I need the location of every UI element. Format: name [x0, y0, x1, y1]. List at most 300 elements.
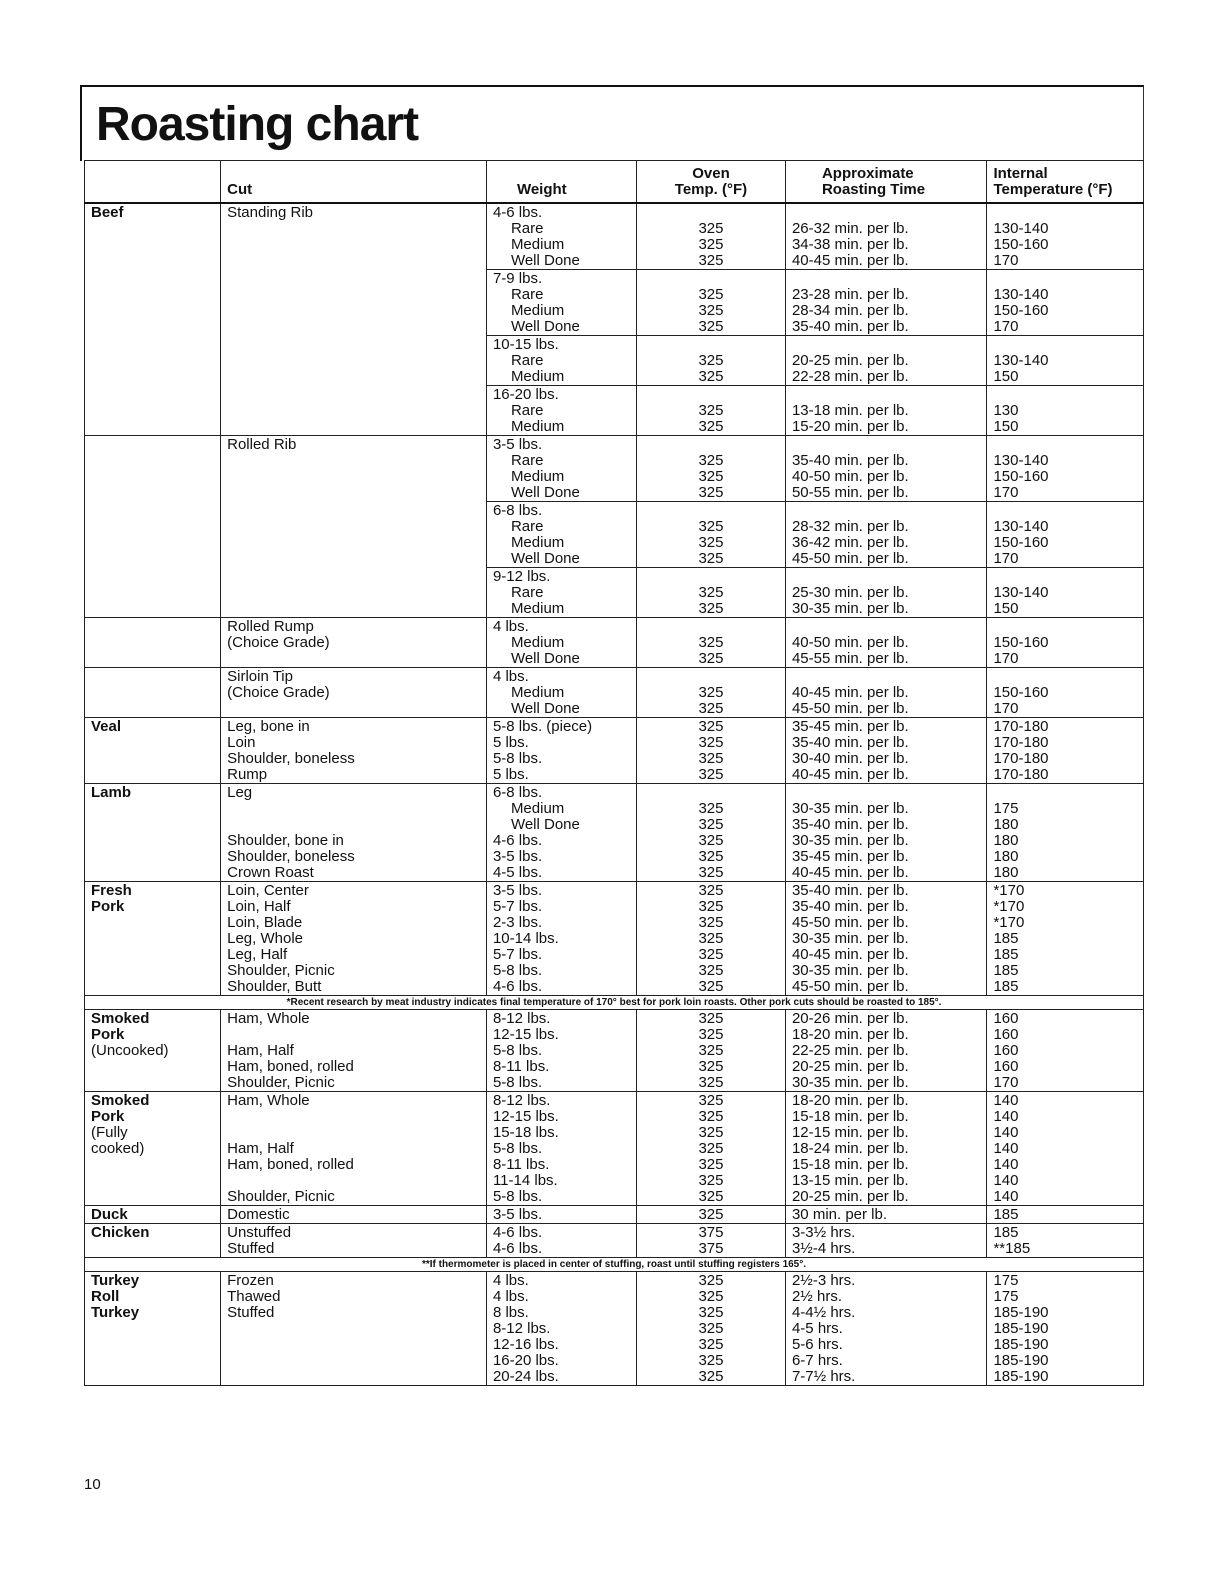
cut-cell — [221, 203, 487, 436]
cell-line: 26-32 min. per lb. — [791, 220, 909, 237]
roasting-time-cell — [785, 386, 987, 436]
cell-line: Ham, Half — [227, 1140, 294, 1157]
cell-line: 4-6 lbs. — [492, 204, 543, 221]
cell-line: 325 — [698, 318, 724, 335]
cut-cell — [221, 1010, 487, 1092]
cell-line: 30-35 min. per lb. — [791, 962, 909, 979]
table-row — [85, 718, 1144, 784]
cell-line: 5-8 lbs. (piece) — [492, 718, 593, 735]
weight-cell — [486, 668, 636, 718]
cell-line: 3-5 lbs. — [492, 1206, 543, 1223]
cell-line: 16-20 lbs. — [492, 386, 559, 403]
internal-temp-cell — [987, 203, 1144, 270]
cell-line: 140 — [993, 1124, 1019, 1141]
roasting-time-cell — [785, 336, 987, 386]
cell-line: 6-8 lbs. — [492, 784, 543, 801]
cell-line: Medium — [510, 236, 565, 253]
cell-line: 325 — [698, 1188, 724, 1205]
cell-line: 325 — [698, 946, 724, 963]
cell-line: 150-160 — [993, 684, 1049, 701]
internal-temp-cell — [987, 1092, 1144, 1206]
roasting-time-cell — [785, 1092, 987, 1206]
cell-line: 45-50 min. per lb. — [791, 700, 909, 717]
cell-line: 36-42 min. per lb. — [791, 534, 909, 551]
cell-line: 5-8 lbs. — [492, 1188, 543, 1205]
cell-line: 35-40 min. per lb. — [791, 898, 909, 915]
cell-line: Well Done — [510, 550, 580, 567]
cell-line: 180 — [993, 864, 1019, 881]
cell-line: 160 — [993, 1026, 1019, 1043]
cell-line: 20-24 lbs. — [492, 1368, 559, 1385]
cell-line: **185 — [993, 1240, 1031, 1257]
oven-temp-cell — [636, 568, 785, 618]
cell-line: 325 — [698, 898, 724, 915]
cell-line: 325 — [698, 584, 724, 601]
cell-line: 325 — [698, 848, 724, 865]
roasting-time-cell — [785, 1224, 987, 1258]
cell-line — [792, 205, 981, 221]
cell-line — [91, 437, 214, 453]
cell-line: 325 — [698, 1140, 724, 1157]
cell-line: 325 — [698, 1172, 724, 1189]
cell-line: 8-11 lbs. — [492, 1156, 550, 1173]
cell-line: Well Done — [510, 484, 580, 501]
cell-line: Medium — [510, 368, 565, 385]
cell-line: 150-160 — [993, 634, 1049, 651]
roasting-chart-table — [84, 160, 1144, 1386]
header-internal-temp-line: Temperature (°F) — [993, 181, 1113, 198]
cell-line: 325 — [698, 286, 724, 303]
cell-line: 150-160 — [993, 302, 1049, 319]
category-cell — [85, 1206, 221, 1224]
cell-line: Rare — [510, 286, 544, 303]
cell-line: Crown Roast — [227, 864, 314, 881]
cell-line: 3-3½ hrs. — [791, 1224, 856, 1241]
cell-line: 4-5 hrs. — [791, 1320, 843, 1337]
table-row — [85, 618, 1144, 668]
internal-temp-cell — [987, 568, 1144, 618]
cell-line: Shoulder, Butt — [227, 978, 322, 995]
cell-line: 2½ hrs. — [791, 1288, 842, 1305]
roasting-time-cell — [785, 618, 987, 668]
cell-line: 325 — [698, 368, 724, 385]
cell-line: 325 — [698, 634, 724, 651]
cell-line: 35-40 min. per lb. — [791, 734, 909, 751]
oven-temp-cell — [636, 1206, 785, 1224]
cell-line — [993, 503, 1137, 519]
cell-line: Shoulder, Picnic — [227, 962, 335, 979]
oven-temp-cell — [636, 502, 785, 568]
cell-line: 325 — [698, 600, 724, 617]
cell-line: Leg — [227, 784, 253, 801]
cell-line: 40-50 min. per lb. — [791, 468, 909, 485]
table-row — [85, 1010, 1144, 1092]
oven-temp-cell — [636, 1224, 785, 1258]
cell-line: 140 — [993, 1108, 1019, 1125]
oven-temp-cell — [636, 882, 785, 996]
cell-line: 160 — [993, 1058, 1019, 1075]
cell-line: Turkey — [91, 1272, 140, 1289]
cell-line: (Fully — [91, 1124, 128, 1141]
cell-line: 325 — [698, 882, 724, 899]
header-weight: Weight — [486, 161, 636, 204]
cell-line: Beef — [91, 204, 124, 221]
cell-line: 325 — [698, 518, 724, 535]
cell-line: Medium — [510, 534, 565, 551]
cell-line: 5-6 hrs. — [791, 1336, 843, 1353]
cell-line: 150-160 — [993, 468, 1049, 485]
cell-line: 8-12 lbs. — [492, 1010, 551, 1027]
cell-line: 375 — [698, 1240, 724, 1257]
cell-line: 150-160 — [993, 534, 1049, 551]
cell-line: 325 — [698, 1026, 724, 1043]
cell-line: 4 lbs. — [492, 668, 529, 685]
cell-line: 150 — [993, 600, 1019, 617]
cell-line: 185-190 — [993, 1352, 1049, 1369]
cell-line: Medium — [510, 684, 565, 701]
category-cell — [85, 668, 221, 718]
cell-line: 180 — [993, 832, 1019, 849]
cell-line: 7-7½ hrs. — [791, 1368, 856, 1385]
table-row — [85, 1206, 1144, 1224]
page-number: 10 — [84, 1476, 101, 1493]
cell-line: Well Done — [510, 318, 580, 335]
oven-temp-cell — [636, 203, 785, 270]
cell-line: 325 — [698, 468, 724, 485]
cell-line: 50-55 min. per lb. — [791, 484, 909, 501]
cell-line: 150 — [993, 418, 1019, 435]
cell-line: Rare — [510, 452, 544, 469]
cell-line: 30-35 min. per lb. — [791, 800, 909, 817]
cell-line: 160 — [993, 1042, 1019, 1059]
weight-cell — [486, 1092, 636, 1206]
cell-line — [643, 437, 779, 453]
cell-line: 2½-3 hrs. — [791, 1272, 856, 1289]
cell-line — [643, 271, 779, 287]
cell-line: 140 — [993, 1188, 1019, 1205]
cell-line: 325 — [698, 914, 724, 931]
cell-line: 325 — [698, 800, 724, 817]
cell-line: Loin — [227, 734, 256, 751]
cell-line: 325 — [698, 220, 724, 237]
cell-line: 170 — [993, 550, 1019, 567]
table-row — [85, 668, 1144, 718]
cell-line — [792, 503, 981, 519]
cell-line — [993, 669, 1137, 685]
cell-line: 4-6 lbs. — [492, 1240, 543, 1257]
cell-line: 4-5 lbs. — [492, 864, 543, 881]
oven-temp-cell — [636, 668, 785, 718]
roasting-time-cell — [785, 1272, 987, 1386]
page-title: Roasting chart — [96, 98, 419, 151]
cell-line: 5-8 lbs. — [492, 1140, 543, 1157]
cell-line: 325 — [698, 978, 724, 995]
internal-temp-cell — [987, 618, 1144, 668]
cell-line: 325 — [698, 1042, 724, 1059]
cell-line: 140 — [993, 1172, 1019, 1189]
cell-line: 5-7 lbs. — [492, 898, 543, 915]
cell-line: *170 — [993, 914, 1025, 931]
cell-line: 15-20 min. per lb. — [791, 418, 909, 435]
cell-line: 325 — [698, 534, 724, 551]
cell-line: 170 — [993, 700, 1019, 717]
cell-line: 325 — [698, 650, 724, 667]
cell-line: 185 — [993, 962, 1019, 979]
cell-line: 325 — [698, 816, 724, 833]
cell-line: 170 — [993, 650, 1019, 667]
cell-line: 13-15 min. per lb. — [791, 1172, 909, 1189]
cell-line: 170-180 — [993, 766, 1049, 783]
cell-line: Ham, Half — [227, 1042, 294, 1059]
header-oven-temp — [636, 161, 785, 204]
cell-line: 160 — [993, 1010, 1019, 1027]
cell-line: 22-28 min. per lb. — [791, 368, 909, 385]
cell-line: 4-4½ hrs. — [791, 1304, 856, 1321]
cell-line: 325 — [698, 418, 724, 435]
cell-line: 8-12 lbs. — [492, 1320, 551, 1337]
cell-line: Fresh — [91, 882, 132, 899]
cell-line: 4-6 lbs. — [492, 1224, 543, 1241]
cell-line: 180 — [993, 816, 1019, 833]
cell-line: 170 — [993, 252, 1019, 269]
cut-cell — [221, 1272, 487, 1386]
cell-line — [227, 801, 480, 817]
category-cell — [85, 784, 221, 882]
cell-line: 30 min. per lb. — [791, 1206, 888, 1223]
cell-line: 325 — [698, 684, 724, 701]
roasting-time-cell — [785, 882, 987, 996]
cell-line: 180 — [993, 848, 1019, 865]
table-row — [85, 1224, 1144, 1258]
header-internal-temp — [987, 161, 1144, 204]
table-row — [85, 203, 1144, 270]
cell-line: 3-5 lbs. — [492, 882, 543, 899]
cell-line: Frozen — [227, 1272, 274, 1289]
cell-line: Medium — [510, 468, 565, 485]
cell-line: Stuffed — [227, 1240, 275, 1257]
cell-line: 170 — [993, 1074, 1019, 1091]
cell-line — [227, 1125, 480, 1141]
cell-line: 130-140 — [993, 452, 1049, 469]
cut-cell — [221, 618, 487, 668]
cell-line: 45-50 min. per lb. — [791, 978, 909, 995]
cell-line: 10-15 lbs. — [492, 336, 559, 353]
cell-line: 185-190 — [993, 1320, 1049, 1337]
cell-line: 28-32 min. per lb. — [791, 518, 909, 535]
table-body — [85, 203, 1144, 1386]
cell-line: Shoulder, boneless — [227, 750, 355, 767]
cell-line: Well Done — [510, 650, 580, 667]
cell-line: Well Done — [510, 700, 580, 717]
cell-line: 40-45 min. per lb. — [791, 252, 909, 269]
cell-line: 35-40 min. per lb. — [791, 452, 909, 469]
roasting-time-cell — [785, 784, 987, 882]
internal-temp-cell — [987, 1224, 1144, 1258]
cell-line: 325 — [698, 252, 724, 269]
cell-line: 325 — [698, 832, 724, 849]
cell-line: 5 lbs. — [492, 734, 529, 751]
cell-line: 40-45 min. per lb. — [791, 864, 909, 881]
internal-temp-cell — [987, 1206, 1144, 1224]
oven-temp-cell — [636, 784, 785, 882]
cell-line: 325 — [698, 1074, 724, 1091]
internal-temp-cell — [987, 336, 1144, 386]
header-internal-temp-line: Internal — [993, 165, 1048, 182]
cell-line: 175 — [993, 1272, 1019, 1289]
cell-line: 30-35 min. per lb. — [791, 930, 909, 947]
cell-line — [643, 205, 779, 221]
footnote: **If thermometer is placed in center of stuffing, roast until stuffing registers 165°. — [85, 1258, 1144, 1272]
weight-cell — [486, 718, 636, 784]
cell-line: 130-140 — [993, 352, 1049, 369]
cell-line: Shoulder, Picnic — [227, 1188, 335, 1205]
cell-line: 40-45 min. per lb. — [791, 684, 909, 701]
cell-line: 8-11 lbs. — [492, 1058, 550, 1075]
cell-line: 40-45 min. per lb. — [791, 946, 909, 963]
weight-cell — [486, 436, 636, 502]
table-row — [85, 1272, 1144, 1386]
cell-line: 35-40 min. per lb. — [791, 816, 909, 833]
category-cell — [85, 1224, 221, 1258]
category-cell — [85, 718, 221, 784]
cell-line: 185 — [993, 978, 1019, 995]
oven-temp-cell — [636, 386, 785, 436]
cell-line — [643, 337, 779, 353]
cell-line — [91, 619, 214, 635]
cell-line — [993, 205, 1137, 221]
table-header — [85, 161, 1144, 204]
cell-line — [792, 271, 981, 287]
cell-line: 185 — [993, 946, 1019, 963]
internal-temp-cell — [987, 1010, 1144, 1092]
cell-line — [643, 503, 779, 519]
cell-line: cooked) — [91, 1140, 145, 1157]
cell-line: 4 lbs. — [492, 618, 529, 635]
cell-line: Loin, Blade — [227, 914, 303, 931]
cell-line — [993, 569, 1137, 585]
cell-line: 325 — [698, 302, 724, 319]
cell-line: 325 — [698, 550, 724, 567]
cell-line: 325 — [698, 750, 724, 767]
oven-temp-cell — [636, 618, 785, 668]
cell-line — [227, 817, 480, 833]
cell-line: 22-25 min. per lb. — [791, 1042, 909, 1059]
cell-line: 325 — [698, 962, 724, 979]
cell-line: 185-190 — [993, 1304, 1049, 1321]
cell-line: 6-8 lbs. — [492, 502, 543, 519]
internal-temp-cell — [987, 784, 1144, 882]
weight-cell — [486, 336, 636, 386]
cell-line: 3½-4 hrs. — [791, 1240, 856, 1257]
cell-line: 20-25 min. per lb. — [791, 1058, 909, 1075]
footnote: *Recent research by meat industry indicates final temperature of 170° best for pork loin roasts. Other pork cuts should be roasted to 185°. — [85, 996, 1144, 1010]
cell-line: 175 — [993, 800, 1019, 817]
cell-line — [993, 387, 1137, 403]
cell-line — [792, 437, 981, 453]
roasting-time-cell — [785, 436, 987, 502]
category-cell — [85, 1010, 221, 1092]
category-cell — [85, 436, 221, 618]
cell-line: Lamb — [91, 784, 132, 801]
cell-line: *170 — [993, 882, 1025, 899]
cell-line: Pork — [91, 1108, 125, 1125]
cell-line: 325 — [698, 1010, 724, 1027]
cell-line: 325 — [698, 402, 724, 419]
cell-line — [792, 387, 981, 403]
cut-cell — [221, 436, 487, 618]
cell-line: 130-140 — [993, 220, 1049, 237]
cell-line: Medium — [510, 418, 565, 435]
cell-line — [993, 271, 1137, 287]
category-cell — [85, 1272, 221, 1386]
cell-line: Medium — [510, 302, 565, 319]
cell-line: 15-18 lbs. — [492, 1124, 559, 1141]
cell-line: 140 — [993, 1140, 1019, 1157]
cell-line: 3-5 lbs. — [492, 848, 543, 865]
cell-line: 325 — [698, 700, 724, 717]
table-row — [85, 784, 1144, 882]
cell-line: Medium — [510, 634, 565, 651]
cell-line: 140 — [993, 1156, 1019, 1173]
weight-cell — [486, 502, 636, 568]
cell-line: Medium — [510, 800, 565, 817]
cell-line: 325 — [698, 1058, 724, 1075]
header-roasting-time-line: Approximate — [821, 165, 914, 182]
cell-line: Shoulder, Picnic — [227, 1074, 335, 1091]
weight-cell — [486, 618, 636, 668]
cell-line: 15-18 min. per lb. — [791, 1108, 909, 1125]
cell-line: 12-15 lbs. — [492, 1108, 559, 1125]
cell-line: Rare — [510, 402, 544, 419]
cell-line: 12-15 min. per lb. — [791, 1124, 909, 1141]
roasting-time-cell — [785, 270, 987, 336]
cell-line: 325 — [698, 352, 724, 369]
cell-line: 13-18 min. per lb. — [791, 402, 909, 419]
cell-line: 4 lbs. — [492, 1288, 529, 1305]
cell-line: *170 — [993, 898, 1025, 915]
oven-temp-cell — [636, 436, 785, 502]
roasting-time-cell — [785, 668, 987, 718]
cell-line: Chicken — [91, 1224, 150, 1241]
cell-line: 325 — [698, 766, 724, 783]
cell-line — [993, 437, 1137, 453]
internal-temp-cell — [987, 718, 1144, 784]
cell-line: 20-25 min. per lb. — [791, 1188, 909, 1205]
internal-temp-cell — [987, 1272, 1144, 1386]
header-roasting-time-line: Roasting Time — [821, 181, 926, 198]
header-category — [85, 161, 221, 204]
cell-line: Thawed — [227, 1288, 281, 1305]
cell-line: 185 — [993, 930, 1019, 947]
roasting-time-cell — [785, 1010, 987, 1092]
cell-line: 325 — [698, 718, 724, 735]
cell-line: 3-5 lbs. — [492, 436, 543, 453]
cell-line: 4-6 lbs. — [492, 832, 543, 849]
cell-line: 35-45 min. per lb. — [791, 718, 909, 735]
cell-line: 30-35 min. per lb. — [791, 832, 909, 849]
cell-line — [643, 785, 779, 801]
cut-cell — [221, 1224, 487, 1258]
weight-cell — [486, 882, 636, 996]
cell-line: Rare — [510, 518, 544, 535]
category-cell — [85, 1092, 221, 1206]
cell-line: Unstuffed — [227, 1224, 292, 1241]
cell-line: Leg, bone in — [227, 718, 310, 735]
cell-line: Medium — [510, 600, 565, 617]
cell-line: 130-140 — [993, 584, 1049, 601]
oven-temp-cell — [636, 270, 785, 336]
cell-line: Smoked — [91, 1092, 150, 1109]
